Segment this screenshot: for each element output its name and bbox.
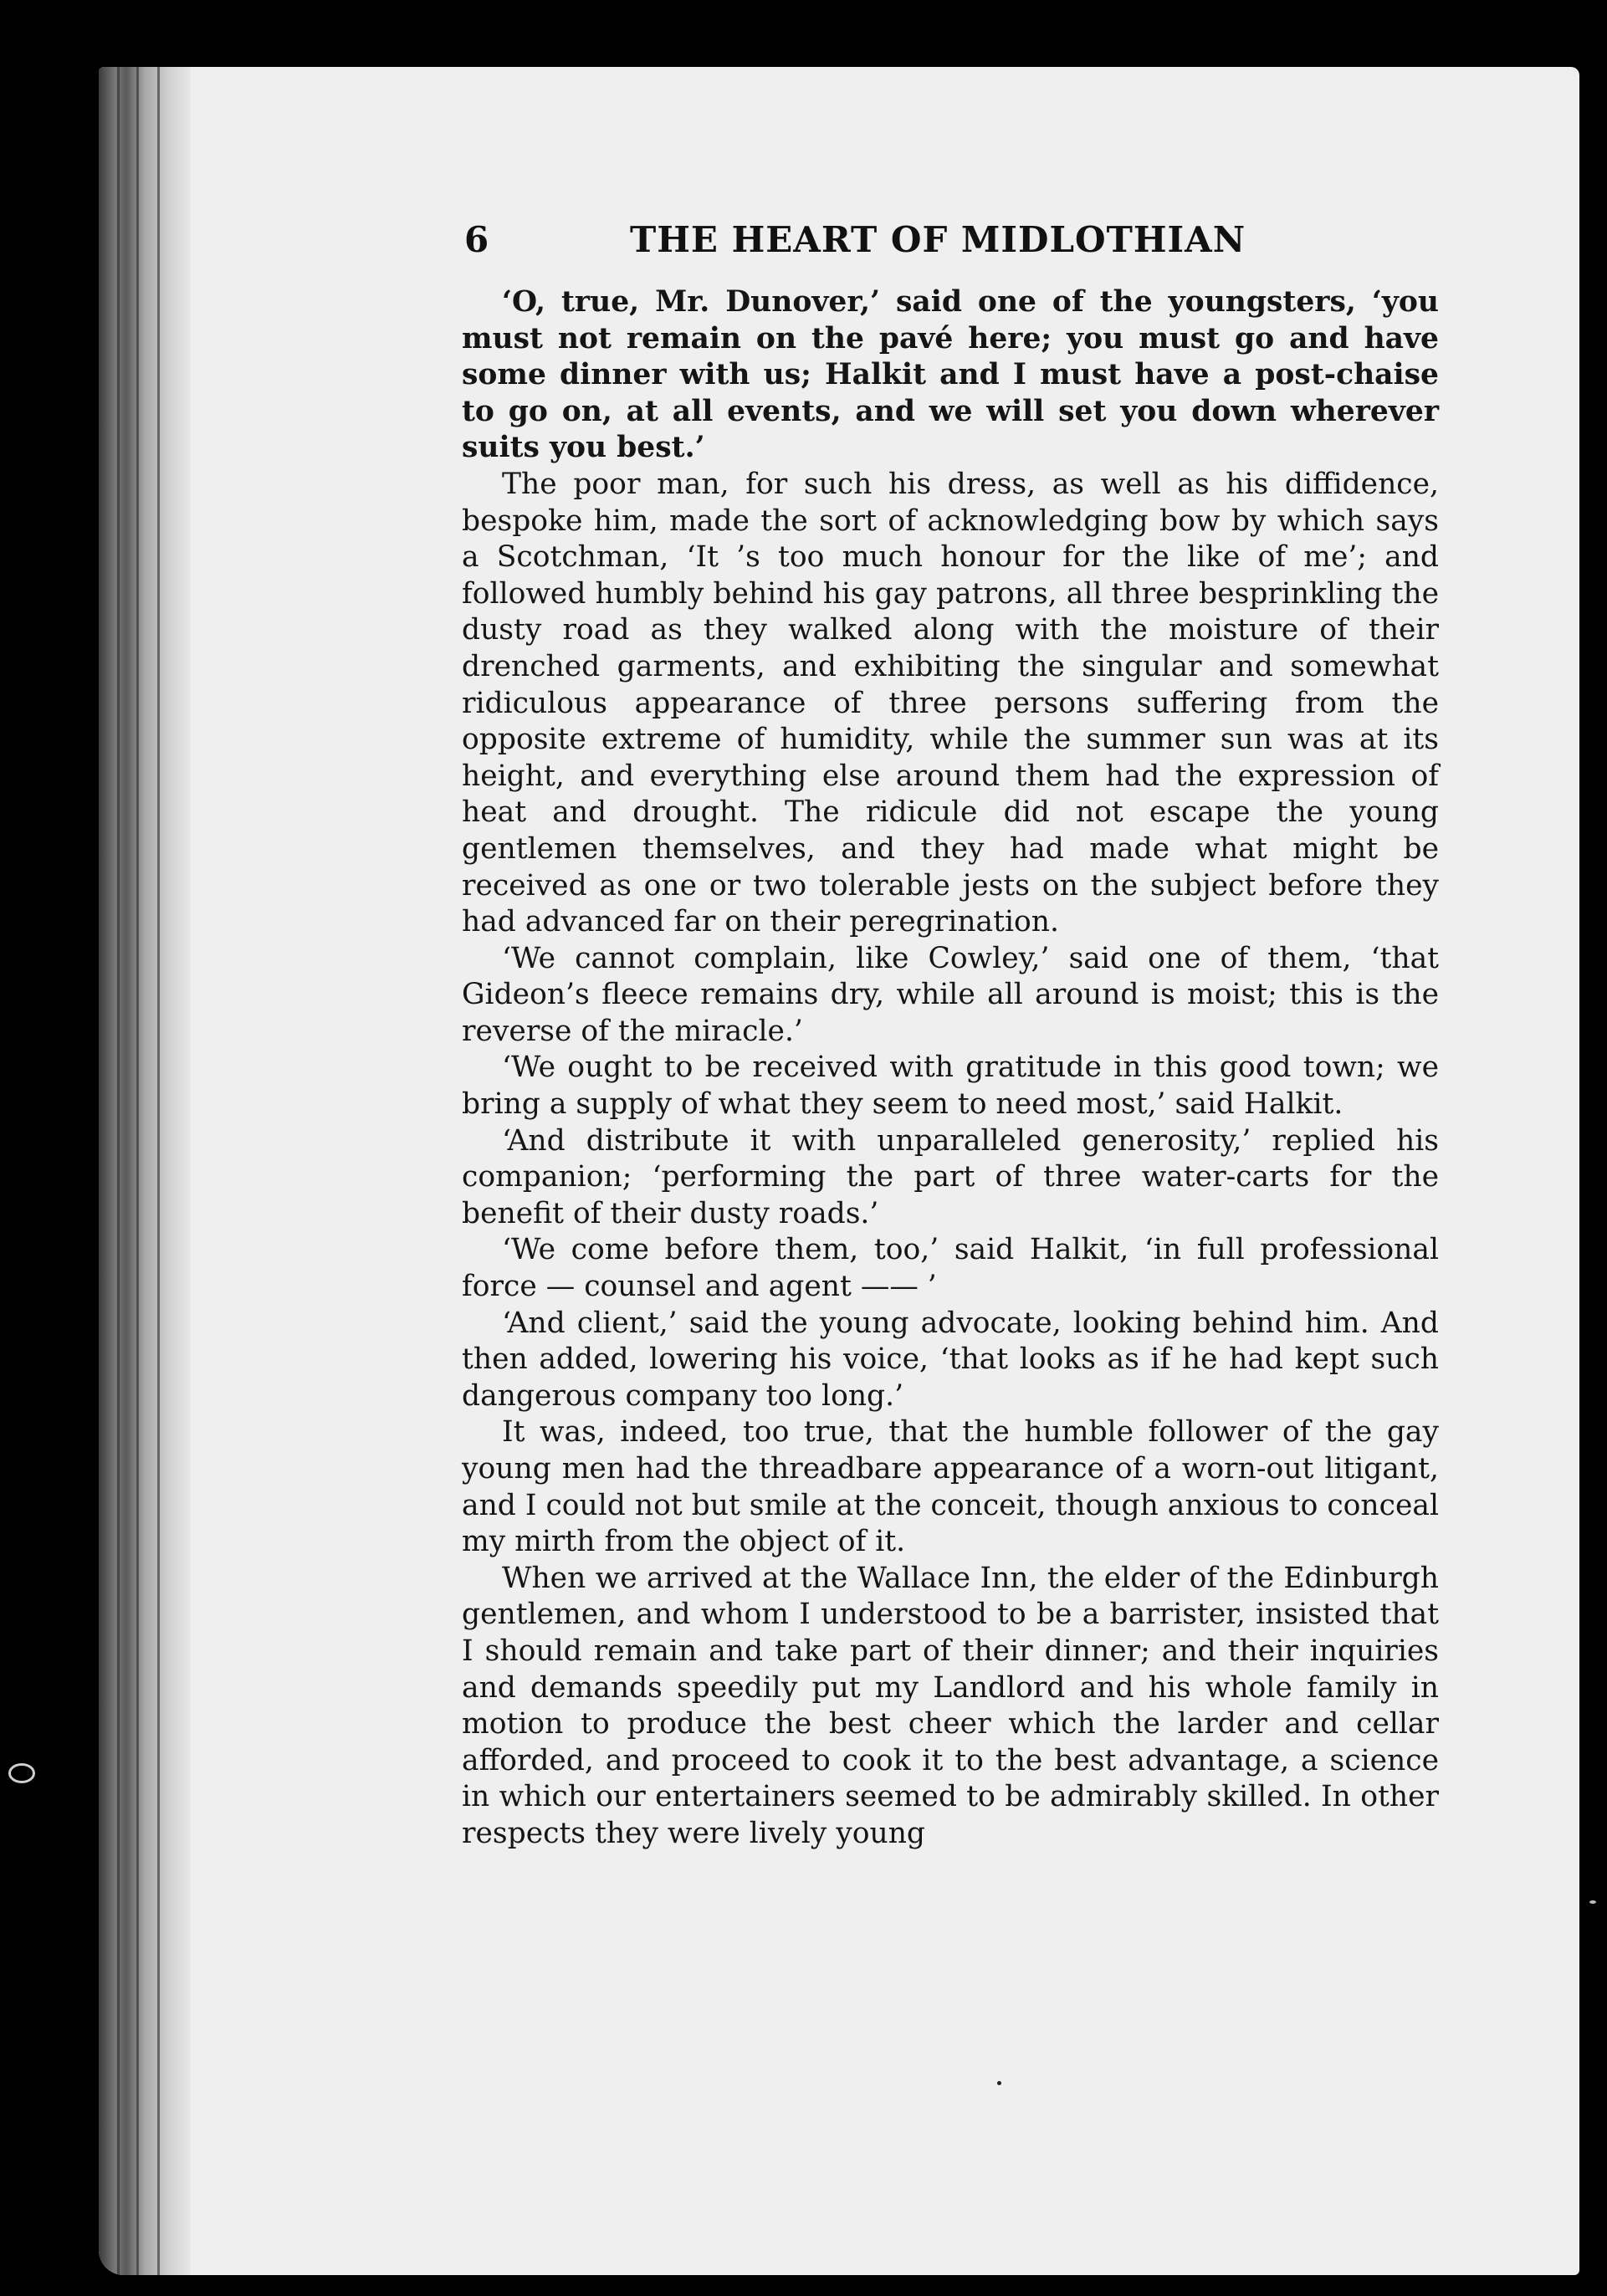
paragraph: ‘And client,’ said the young advocate, looking behind him. And then added, lowering his voice, ‘that looks as if he had kept such dangerous company too long.’	[462, 1306, 1439, 1413]
paragraph: ‘We come before them, too,’ said Halkit, ‘in full professional force — counsel and agent —— ’	[462, 1233, 1439, 1304]
page-edge-line	[117, 67, 120, 2275]
paragraph: It was, indeed, too true, that the humble follower of the gay young men had the threadbare appearance of a worn-out litigant, and I could not but smile at the conceit, though anxious to conceal my mirth from the object of it.	[462, 1415, 1439, 1559]
scan-margin-mark	[8, 1763, 35, 1783]
paragraph: ‘We cannot complain, like Cowley,’ said one of them, ‘that Gideon’s fleece remains dry, while all around is moist; this is the reverse of the miracle.’	[462, 941, 1439, 1048]
scan-speck	[997, 2081, 1001, 2085]
paragraph: ‘O, true, Mr. Dunover,’ said one of the youngsters, ‘you must not remain on the pavé here; you must go and have some dinner with us; Halkit and I must have a post-chaise to go on, at all events, and we will set you down wherever suits you best.’	[462, 285, 1439, 465]
running-title: THE HEART OF MIDLOTHIAN	[630, 219, 1246, 260]
paragraph: When we arrived at the Wallace Inn, the elder of the Edinburgh gentlemen, and whom I understood to be a barrister, insisted that I should remain and take part of their dinner; and their inquiries and demands speedily put my Landlord and his whole family in motion to produce the best cheer which the larder and cellar afforded, and proceed to cook it to the best advantage, a science in which our entertainers seemed to be admirably skilled. In other respects they were lively young	[462, 1561, 1439, 1850]
paragraph: The poor man, for such his dress, as well as his diffidence, bespoke him, made the sort of acknowledging bow by which says a Scotchman, ‘It ’s too much honour for the like of me’; and followed humbly behind his gay patrons, all three besprinkling the dusty road as they walked along with the moisture of their drenched garments, and exhibiting the singular and somewhat ridiculous appearance of three persons suffering from the opposite extreme of humidity, while the summer sun was at its height, and everything else around them had the expression of heat and drought. The ridicule did not escape the young gentlemen themselves, and they had made what might be received as one or two tolerable jests on the subject before they had advanced far on their peregrination.	[462, 467, 1439, 939]
scan-speck	[1589, 1900, 1596, 1904]
page-binding-edge	[99, 67, 191, 2275]
page-number: 6	[464, 219, 489, 260]
paragraph: ‘And distribute it with unparalleled generosity,’ replied his companion; ‘performing the part of three water-carts for the benefit of their dusty roads.’	[462, 1123, 1439, 1230]
body-text	[462, 284, 1439, 1853]
page-edge-line	[157, 67, 160, 2275]
page-edge-line	[136, 67, 139, 2275]
paragraph: ‘We ought to be received with gratitude in this good town; we bring a supply of what they seem to need most,’ said Halkit.	[462, 1051, 1439, 1122]
page-header	[464, 219, 1435, 269]
